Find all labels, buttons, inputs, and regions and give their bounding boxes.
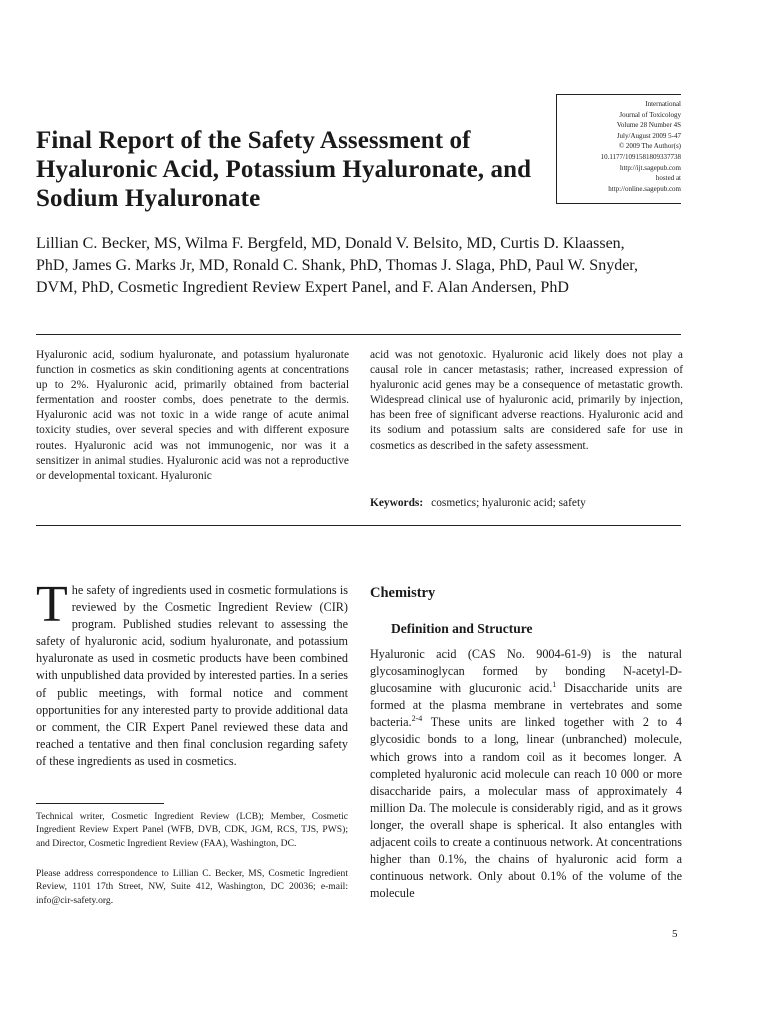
subsection-heading-definition: Definition and Structure bbox=[391, 621, 533, 636]
definition-text bbox=[370, 646, 682, 902]
section-heading-chemistry: Chemistry bbox=[370, 585, 436, 601]
abstract-right-column: acid was not genotoxic. Hyaluronic acid likely does not play a causal role in cancer metastasis; rather, increased expression of hyaluronic acid genes may be a consequence of metastatic growth. Widespread clinical use of hyaluronic acid, primarily by injection, has been free of significant adverse reactions. Hyaluronic acid and its sodium and potassium salts are considered safe for use in cosmetics as described in the safety assessment. bbox=[370, 349, 683, 452]
journal-line: hosted at bbox=[655, 174, 681, 183]
journal-line: © 2009 The Author(s) bbox=[618, 142, 681, 151]
abstract-top-rule bbox=[36, 334, 681, 335]
page-number: 5 bbox=[672, 928, 678, 940]
journal-line: Volume 28 Number 4S bbox=[616, 121, 681, 130]
drop-cap: T bbox=[36, 576, 68, 633]
keywords-label: Keywords: bbox=[370, 497, 424, 509]
journal-box-rule bbox=[556, 203, 681, 204]
footnote-technical-writer: Technical writer, Cosmetic Ingredient Review (LCB); Member, Cosmetic Ingredient Review Expert Panel (WFB, DVB, CDK, JGM, RCS, TJS, PWS); and Director, Cosmetic Ingredient Review (FAA), Washington, DC. bbox=[36, 811, 348, 849]
citation-ref: 2-4 bbox=[411, 714, 423, 724]
author-list: Lillian C. Becker, MS, Wilma F. Bergfeld, MD, Donald V. Belsito, MD, Curtis D. Klaassen, PhD, James G. Marks Jr, MD, Ronald C. Shank, PhD, Thomas J. Slaga, PhD, Paul W. Snyder, DVM, PhD, Cosmetic Ingredient Review Expert Panel, and F. Alan Andersen, PhD bbox=[36, 235, 638, 296]
journal-line: Journal of Toxicology bbox=[619, 110, 681, 119]
journal-line: http://ijt.sagepub.com bbox=[619, 163, 681, 172]
definition-part: Hyaluronic acid (CAS No. 9004-61-9) is the natural glycosaminoglycan formed by bonding N-acetyl-D-glucosamine with glucuronic acid. bbox=[370, 647, 682, 696]
footnote-rule bbox=[36, 803, 164, 804]
journal-line: 10.1177/1091581809337738 bbox=[600, 152, 681, 161]
citation-ref: 1 bbox=[552, 680, 557, 690]
abstract-left-column: Hyaluronic acid, sodium hyaluronate, and potassium hyaluronate function in cosmetics as skin conditioning agents at concentrations up to 2%. Hyaluronic acid, primarily obtained from bacterial fermentation and rooster combs, does penetrate to the dermis. Hyaluronic acid was not toxic in a wide range of acute animal toxicity studies, over several species and with different exposure routes. Hyaluronic acid was not immunogenic, nor was it a sensitizer in animal studies. Hyaluronic acid was not a reproductive or developmental toxicant. Hyaluronic bbox=[36, 349, 349, 482]
abstract-bottom-rule bbox=[36, 525, 681, 526]
journal-info bbox=[541, 99, 681, 194]
article-title: Final Report of the Safety Assessment of Hyaluronic Acid, Potassium Hyaluronate, and Sodium Hyaluronate bbox=[36, 127, 532, 212]
journal-line: July/August 2009 5-47 bbox=[616, 131, 681, 140]
footnote-correspondence: Please address correspondence to Lillian C. Becker, MS, Cosmetic Ingredient Review, 1101 17th Street, NW, Suite 412, Washington, DC 20036; e-mail: info@cir-safety.org. bbox=[36, 868, 348, 906]
body-intro bbox=[36, 576, 348, 770]
definition-part: These units are linked together with 2 to 4 glycosidic bonds to a long, linear (unbranched) molecule, which grows into a random coil as it becomes longer. A completed hyaluronic acid molecule can reach 10 000 or more disaccharide pairs, a molecular mass of approximately 4 million Da. The molecule is considerably rigid, and as it grows longer, the overall shape is spherical. It also entangles with adjacent coils to create a continuous network. At concentrations higher than 0.1%, the chains of hyaluronic acid form a continuous network. Only about 0.1% of the volume of the molecule bbox=[370, 715, 682, 901]
keywords-value: cosmetics; hyaluronic acid; safety bbox=[431, 497, 586, 509]
intro-text: he safety of ingredients used in cosmetic formulations is reviewed by the Cosmetic Ingredient Review (CIR) program. Published studies relevant to assessing the safety of hyaluronic acid, sodium hyaluronate, and potassium hyaluronate as used in cosmetic products have been combined with unpublished data provided by interested parties. In a series of public meetings, with formal notice and comment opportunities for any interested party to provide additional data or comment, the CIR Expert Panel reviewed these data and reached a tentative and then final conclusion regarding safety of these ingredients as used in cosmetics. bbox=[36, 583, 348, 768]
journal-line: International bbox=[645, 100, 681, 108]
keywords bbox=[370, 496, 683, 511]
definition-part: Disaccharide units are formed at the plasma membrane in vertebrates and some bacteria. bbox=[370, 681, 682, 730]
journal-line: http://online.sagepub.com bbox=[608, 184, 681, 193]
